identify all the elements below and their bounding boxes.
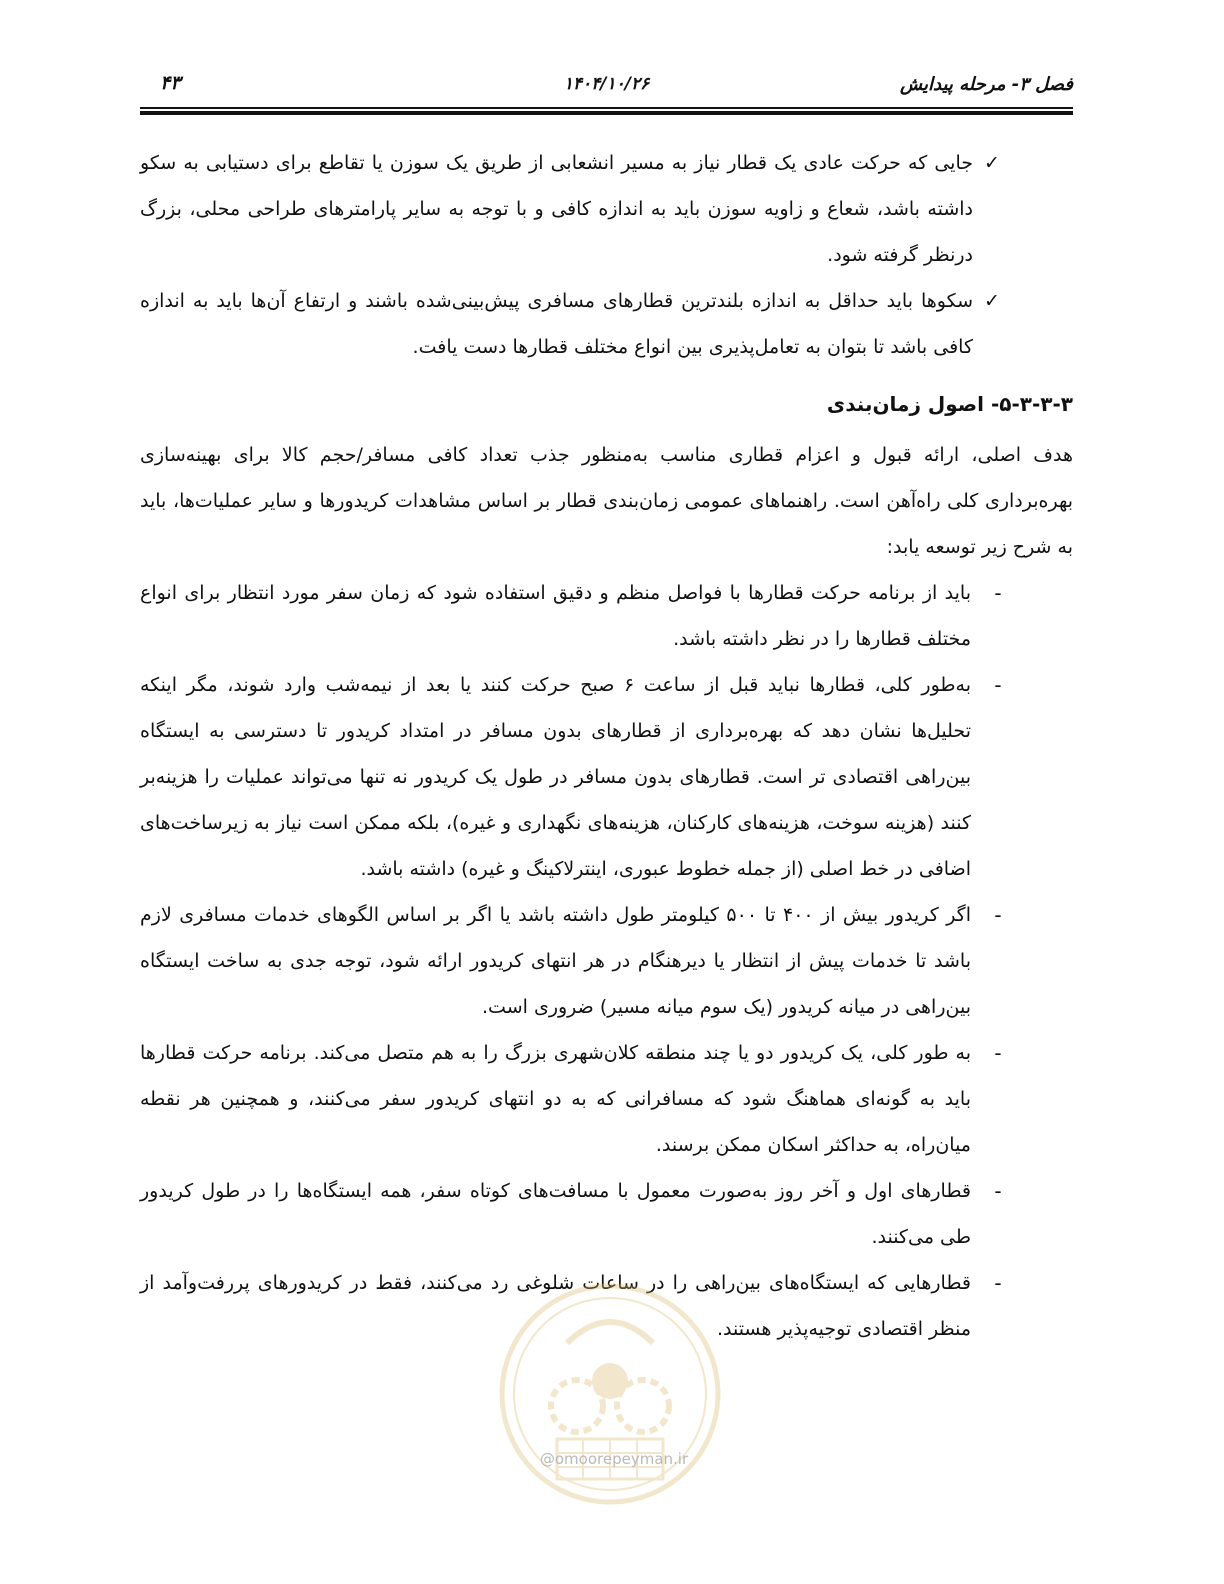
dash-bullet-icon: - (994, 1271, 1002, 1295)
watermark-logo (497, 1281, 723, 1507)
bullet-text: به‌طور کلی، قطارها نباید قبل از ساعت ۶ صبح حرکت کنند یا بعد از نیمه‌شب وارد شوند، مگر اینکه تحلیل‌ها نشان دهد که بهره‌برداری از قطارهای بدون مسافر در امتداد کریدور تا دسترسی به ایستگاه بین‌راهی اقتصادی تر است. قطارهای بدون مسافر در طول یک کریدور نه تنها می‌تواند عملیات را هزینه‌بر کنند (هزینه سوخت، هزینه‌های کارکنان، هزینه‌های نگهداری و غیره)، بلکه ممکن است نیاز به زیرساخت‌های اضافی در خط اصلی (از جمله خطوط عبوری، اینترلاکینگ و غیره) داشته باشد. (140, 674, 972, 880)
check-item (140, 278, 1073, 370)
dash-bullet-icon: - (994, 581, 1002, 605)
header-rule-thick (140, 111, 1073, 115)
intro-paragraph: هدف اصلی، ارائه قبول و اعزام قطاری مناسب به‌منظور جذب تعداد کافی مسافر/حجم کالا برای بهینه‌سازی بهره‌برداری کلی راه‌آهن است. راهنماهای عمومی زمان‌بندی قطار بر اساس مشاهدات کریدورها و سایر عملیات‌ها، باید به شرح زیر توسعه یابد: (140, 444, 1073, 558)
bullet-text: به طور کلی، یک کریدور دو یا چند منطقه کلان‌شهری بزرگ را به هم متصل می‌کند. برنامه حرکت قطارها باید به گونه‌ای هماهنگ شود که مسافرانی که به دو انتهای کریدور سفر می‌کنند، و همچنین هر نقطه میان‌راه، به حداکثر اسکان ممکن برسند. (140, 1042, 971, 1156)
bullet-item (140, 1168, 1073, 1260)
bullet-item (140, 1030, 1073, 1168)
watermark-site: @omoorepeyman.ir (539, 1450, 689, 1468)
section-heading: ۵-۳-۳-۳- اصول زمان‌بندی (826, 392, 1073, 416)
chapter-title: فصل ۳- مرحله پیدایش (900, 74, 1073, 95)
page-header (140, 66, 1073, 110)
dash-bullet-icon: - (994, 673, 1002, 697)
header-rule-thin (140, 107, 1073, 109)
bullet-item (140, 892, 1073, 1030)
dash-bullet-icon: - (994, 1041, 1002, 1065)
page-number: ۴۳ (160, 72, 181, 94)
dash-bullet-icon: - (994, 903, 1002, 927)
checkmark-icon: ✓ (984, 152, 1000, 174)
bullet-item (140, 662, 1073, 892)
bullet-text: اگر کریدور بیش از ۴۰۰ تا ۵۰۰ کیلومتر طول داشته باشد یا اگر بر اساس الگوهای خدمات مسافری لازم باشد تا خدمات پیش از انتظار یا دیرهنگام در هر انتهای کریدور ارائه شود، توجه جدی به ساخت ایستگاه بین‌راهی در میانه کریدور (یک سوم میانه مسیر) ضروری است. (140, 904, 972, 1018)
bullet-text: باید از برنامه حرکت قطارها با فواصل منظم و دقیق استفاده شود که زمان سفر مورد انتظار برای انواع مختلف قطارها را در نظر داشته باشد. (140, 582, 971, 650)
page-body (140, 140, 1073, 1352)
check-item-text: سکوها باید حداقل به اندازه بلندترین قطارهای مسافری پیش‌بینی‌شده باشند و ارتفاع آن‌ها باید به اندازه کافی باشد تا بتوان به تعامل‌پذیری بین انواع مختلف قطارها دست یافت. (140, 290, 973, 358)
check-item-text: جایی که حرکت عادی یک قطار نیاز به مسیر انشعابی از طریق یک سوزن یا تقاطع برای دستیابی به سکو داشته باشد، شعاع و زاویه سوزن باید به اندازه کافی و با توجه به سایر پارامترهای طراحی محلی، بزرگ درنظر گرفته شود. (140, 152, 973, 266)
bullet-item (140, 570, 1073, 662)
header-date: ۱۴۰۴/۱۰/۲۶ (563, 74, 650, 94)
dash-bullet-icon: - (994, 1179, 1002, 1203)
check-item (140, 140, 1073, 278)
bullet-text: قطارهایی که ایستگاه‌های بین‌راهی را در ساعات شلوغی رد می‌کنند، فقط در کریدورهای پررفت‌وآمد از منظر اقتصادی توجیه‌پذیر هستند. (140, 1272, 971, 1340)
bullet-text: قطارهای اول و آخر روز به‌صورت معمول با مسافت‌های کوتاه سفر، همه ایستگاه‌ها را در طول کریدور طی می‌کنند. (140, 1180, 971, 1248)
checkmark-icon: ✓ (984, 290, 1000, 312)
